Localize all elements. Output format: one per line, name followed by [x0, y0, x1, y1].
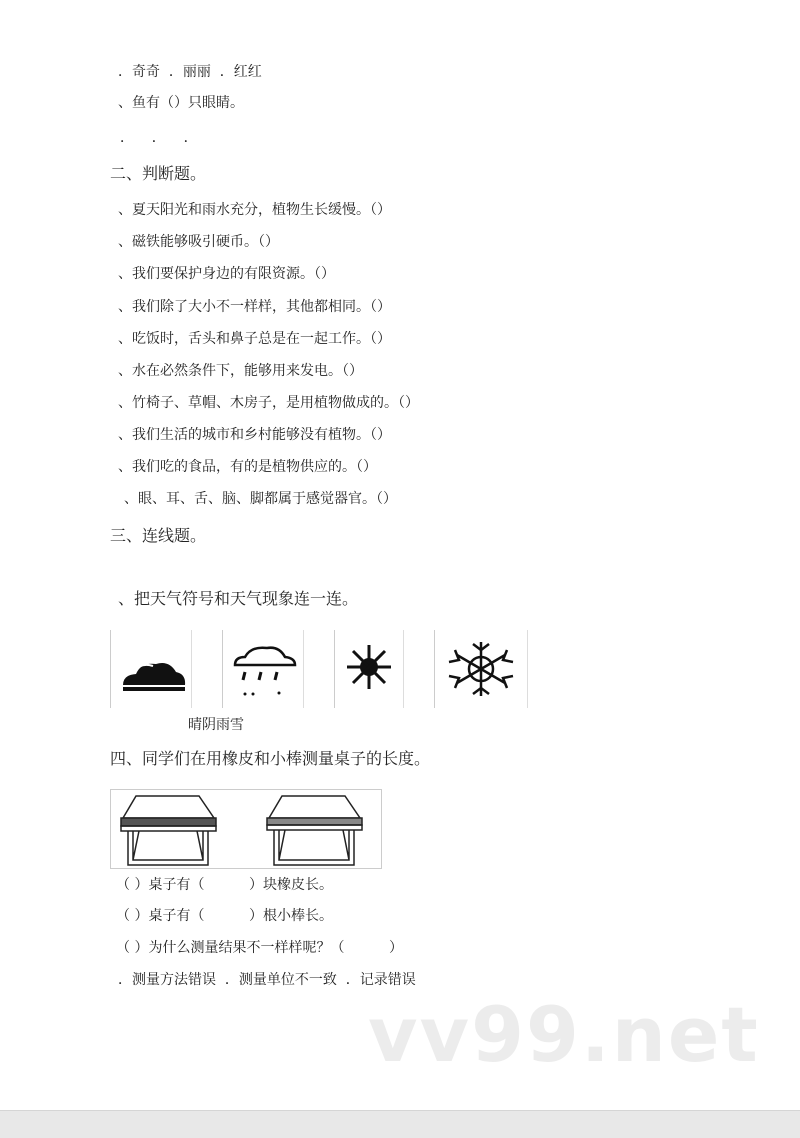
judge-item: 、我们吃的食品，有的是植物供应的。（） [118, 459, 377, 475]
matching-question: 、把天气符号和天气现象连一连。 [118, 589, 359, 608]
weather-words: 晴阴雨雪 [188, 717, 244, 733]
question-fish-eyes: 、鱼有（）只眼睛。 [118, 95, 244, 111]
page-bottom-bar [0, 1110, 800, 1138]
weather-symbol-overcast [110, 630, 192, 708]
measure-options: ．测量方法错误 ．测量单位不一致 ．记录错误 [118, 972, 416, 988]
judge-item: 、我们除了大小不一样样，其他都相同。（） [118, 299, 391, 315]
judge-item: 、吃饭时，舌头和鼻子总是在一起工作。（） [118, 331, 391, 347]
judge-item: 、竹椅子、草帽、木房子，是用植物做成的。（） [118, 395, 419, 411]
tables-figure [110, 789, 382, 869]
cloud-icon [111, 630, 191, 708]
section-heading-judgement: 二、判断题。 [110, 164, 207, 183]
measure-question-stick: （ ）桌子有（ ）根小棒长。 [116, 908, 333, 924]
weather-symbol-rain [222, 630, 304, 708]
rain-icon [223, 630, 303, 708]
judge-item: 、磁铁能够吸引硬币。（） [118, 234, 279, 250]
choice-options: ．奇奇 ．丽丽 ．红红 [118, 64, 262, 80]
judge-item: 、眼、耳、舌、脑、脚都属于感觉器官。（） [124, 491, 397, 507]
weather-symbol-snow [434, 630, 528, 708]
watermark: vv99.net [368, 990, 760, 1079]
snowflake-icon [435, 630, 527, 708]
measure-question-why: （ ）为什么测量结果不一样样呢？（ ） [116, 940, 403, 956]
judge-item: 、我们生活的城市和乡村能够没有植物。（） [118, 427, 391, 443]
choice-dots: ． ． ． [120, 130, 198, 146]
judge-item: 、我们要保护身边的有限资源。（） [118, 266, 335, 282]
section-heading-measure: 四、同学们在用橡皮和小棒测量桌子的长度。 [110, 749, 431, 768]
measure-question-eraser: （ ）桌子有（ ）块橡皮长。 [116, 877, 333, 893]
section-heading-matching: 三、连线题。 [110, 526, 207, 545]
judge-item: 、水在必然条件下，能够用来发电。（） [118, 363, 363, 379]
judge-item: 、夏天阳光和雨水充分，植物生长缓慢。（） [118, 202, 391, 218]
table-images [111, 790, 381, 868]
weather-symbol-sunny [334, 630, 404, 708]
sun-icon [335, 630, 403, 708]
